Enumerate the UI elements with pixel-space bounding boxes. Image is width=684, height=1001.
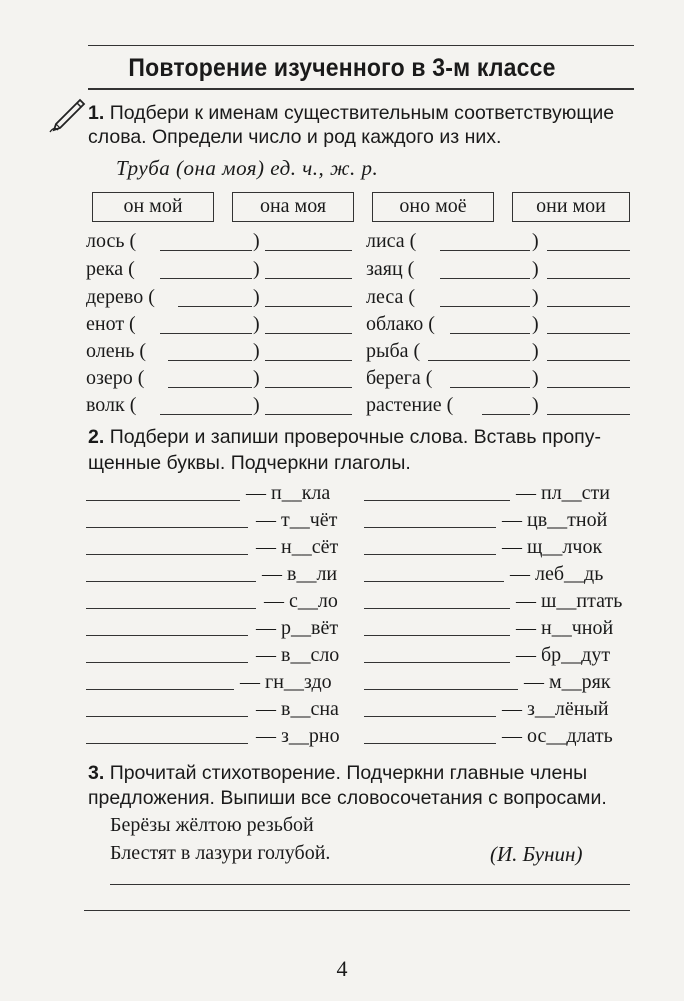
noun-right: облако ( bbox=[366, 313, 435, 335]
task1-number: 1. bbox=[88, 102, 105, 124]
task1-instructions bbox=[88, 100, 640, 126]
check-word-blank[interactable] bbox=[86, 554, 248, 555]
paren-blank[interactable] bbox=[440, 306, 530, 307]
answer-blank[interactable] bbox=[547, 278, 630, 279]
check-word-blank[interactable] bbox=[364, 527, 496, 528]
task2-number: 2. bbox=[88, 426, 105, 448]
check-word-blank[interactable] bbox=[364, 689, 518, 690]
paren-blank[interactable] bbox=[428, 360, 530, 361]
top-rule bbox=[88, 45, 634, 46]
check-word-blank[interactable] bbox=[364, 500, 510, 501]
noun-left: лось ( bbox=[86, 230, 137, 252]
task3-instructions bbox=[88, 760, 640, 786]
word-with-gap: — в__сна bbox=[256, 698, 339, 720]
word-with-gap: — н__чной bbox=[516, 617, 614, 639]
noun-left: река ( bbox=[86, 258, 135, 280]
close-paren: ) bbox=[253, 367, 260, 389]
answer-blank[interactable] bbox=[265, 360, 352, 361]
poem-line2: Блестят в лазури голубой. bbox=[110, 842, 331, 864]
close-paren: ) bbox=[532, 340, 539, 362]
answer-blank[interactable] bbox=[265, 387, 352, 388]
word-with-gap: — в__сло bbox=[256, 644, 340, 666]
answer-blank[interactable] bbox=[547, 360, 630, 361]
close-paren: ) bbox=[532, 258, 539, 280]
paren-blank[interactable] bbox=[450, 333, 530, 334]
close-paren: ) bbox=[253, 286, 260, 308]
gender-box-feminine: она моя bbox=[232, 192, 354, 222]
page-title: Повторение изученного в 3-м классе bbox=[128, 54, 556, 82]
word-with-gap: — леб__дь bbox=[510, 563, 604, 585]
gender-box-masculine: он мой bbox=[92, 192, 214, 222]
answer-blank[interactable] bbox=[547, 306, 630, 307]
title-rule bbox=[88, 88, 634, 90]
gender-box-neuter: оно моё bbox=[372, 192, 494, 222]
check-word-blank[interactable] bbox=[364, 743, 496, 744]
noun-right: растение ( bbox=[366, 394, 454, 416]
close-paren: ) bbox=[532, 313, 539, 335]
noun-right: берега ( bbox=[366, 367, 433, 389]
paren-blank[interactable] bbox=[440, 250, 530, 251]
check-word-blank[interactable] bbox=[86, 527, 248, 528]
task2-text-line1: Подбери и запиши проверочные слова. Вставь пропу- bbox=[109, 426, 601, 448]
check-word-blank[interactable] bbox=[364, 635, 510, 636]
answer-blank[interactable] bbox=[265, 250, 352, 251]
noun-right: леса ( bbox=[366, 286, 416, 308]
check-word-blank[interactable] bbox=[86, 608, 256, 609]
word-with-gap: — гн__здо bbox=[240, 671, 332, 693]
close-paren: ) bbox=[253, 340, 260, 362]
word-with-gap: — п__кла bbox=[246, 482, 331, 504]
word-with-gap: — т__чёт bbox=[256, 509, 338, 531]
task3-text-line1: Прочитай стихотворение. Подчеркни главные члены bbox=[109, 762, 588, 784]
close-paren: ) bbox=[532, 394, 539, 416]
task1-example: Труба (она моя) ед. ч., ж. р. bbox=[116, 156, 379, 180]
answer-line[interactable] bbox=[110, 884, 630, 885]
task1-text-line2: слова. Определи число и род каждого из них. bbox=[88, 126, 502, 148]
noun-left: енот ( bbox=[86, 313, 136, 335]
word-with-gap: — з__рно bbox=[256, 725, 340, 747]
word-with-gap: — цв__тной bbox=[502, 509, 608, 531]
noun-left: озеро ( bbox=[86, 367, 145, 389]
answer-blank[interactable] bbox=[265, 306, 352, 307]
answer-blank[interactable] bbox=[547, 387, 630, 388]
noun-right: заяц ( bbox=[366, 258, 415, 280]
word-with-gap: — в__ли bbox=[262, 563, 338, 585]
check-word-blank[interactable] bbox=[86, 662, 248, 663]
check-word-blank[interactable] bbox=[86, 635, 248, 636]
poem-line1: Берёзы жёлтою резьбой bbox=[110, 814, 314, 836]
check-word-blank[interactable] bbox=[364, 716, 496, 717]
answer-blank[interactable] bbox=[265, 333, 352, 334]
word-with-gap: — пл__сти bbox=[516, 482, 611, 504]
word-with-gap: — щ__лчок bbox=[502, 536, 603, 558]
paren-blank[interactable] bbox=[160, 278, 252, 279]
check-word-blank[interactable] bbox=[364, 608, 510, 609]
answer-blank[interactable] bbox=[265, 278, 352, 279]
answer-blank[interactable] bbox=[547, 333, 630, 334]
noun-right: лиса ( bbox=[366, 230, 417, 252]
paren-blank[interactable] bbox=[450, 387, 530, 388]
check-word-blank[interactable] bbox=[86, 689, 234, 690]
task3-text-line2: предложения. Выпиши все словосочетания с вопросами. bbox=[88, 787, 607, 809]
noun-left: олень ( bbox=[86, 340, 147, 362]
close-paren: ) bbox=[253, 394, 260, 416]
paren-blank[interactable] bbox=[168, 360, 252, 361]
close-paren: ) bbox=[532, 230, 539, 252]
paren-blank[interactable] bbox=[168, 387, 252, 388]
word-with-gap: — ос__длать bbox=[502, 725, 613, 747]
check-word-blank[interactable] bbox=[86, 500, 240, 501]
word-with-gap: — с__ло bbox=[264, 590, 338, 612]
close-paren: ) bbox=[253, 258, 260, 280]
paren-blank[interactable] bbox=[160, 333, 252, 334]
check-word-blank[interactable] bbox=[364, 662, 510, 663]
answer-blank[interactable] bbox=[265, 414, 352, 415]
answer-blank[interactable] bbox=[547, 250, 630, 251]
answer-line[interactable] bbox=[84, 910, 630, 911]
word-with-gap: — р__вёт bbox=[256, 617, 339, 639]
word-with-gap: — з__лёный bbox=[502, 698, 609, 720]
close-paren: ) bbox=[253, 230, 260, 252]
word-with-gap: — н__сёт bbox=[256, 536, 339, 558]
pencil-icon bbox=[46, 96, 86, 136]
page-number: 4 bbox=[336, 956, 348, 981]
check-word-blank[interactable] bbox=[86, 716, 248, 717]
close-paren: ) bbox=[532, 367, 539, 389]
word-with-gap: — м__ряк bbox=[524, 671, 611, 693]
check-word-blank[interactable] bbox=[86, 581, 256, 582]
noun-left: дерево ( bbox=[86, 286, 155, 308]
close-paren: ) bbox=[253, 313, 260, 335]
noun-right: рыба ( bbox=[366, 340, 421, 362]
task3-number: 3. bbox=[88, 762, 105, 784]
paren-blank[interactable] bbox=[482, 414, 530, 415]
paren-blank[interactable] bbox=[178, 306, 252, 307]
paren-blank[interactable] bbox=[440, 278, 530, 279]
task2-instructions bbox=[88, 424, 640, 450]
gender-box-plural: они мои bbox=[512, 192, 630, 222]
noun-left: волк ( bbox=[86, 394, 137, 416]
poem-author: (И. Бунин) bbox=[490, 842, 583, 866]
paren-blank[interactable] bbox=[160, 250, 252, 251]
task1-text-line1: Подбери к именам существительным соответствующие bbox=[109, 102, 615, 124]
check-word-blank[interactable] bbox=[364, 554, 496, 555]
close-paren: ) bbox=[532, 286, 539, 308]
task2-text-line2: щенные буквы. Подчеркни глаголы. bbox=[88, 452, 411, 474]
word-with-gap: — ш__птать bbox=[516, 590, 623, 612]
check-word-blank[interactable] bbox=[364, 581, 504, 582]
answer-blank[interactable] bbox=[547, 414, 630, 415]
word-with-gap: — бр__дут bbox=[516, 644, 611, 666]
check-word-blank[interactable] bbox=[86, 743, 248, 744]
paren-blank[interactable] bbox=[160, 414, 252, 415]
